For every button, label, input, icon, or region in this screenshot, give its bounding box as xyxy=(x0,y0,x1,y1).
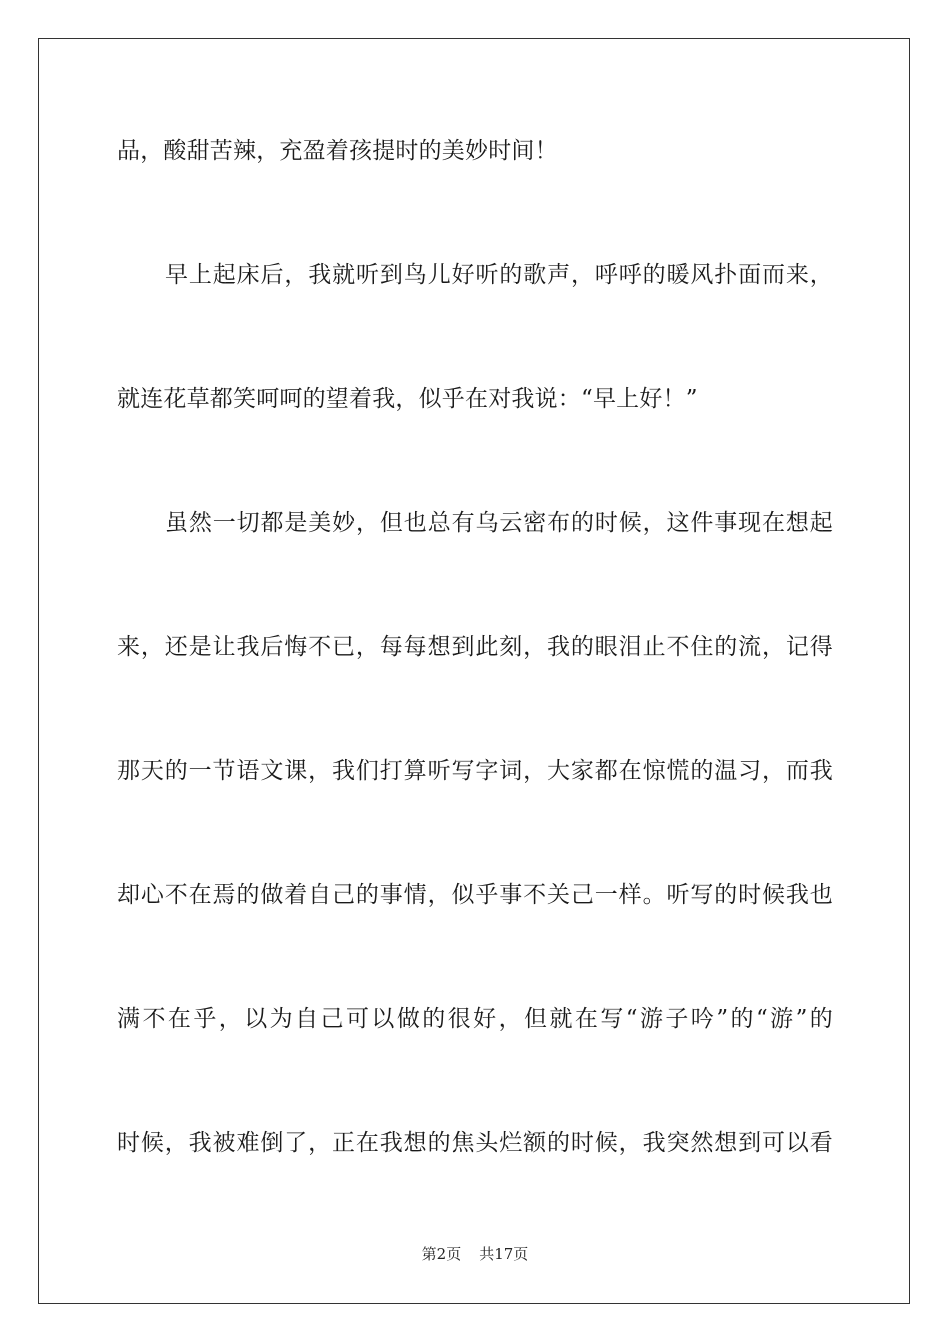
page-footer xyxy=(0,1244,950,1264)
text-line: 却心不在焉的做着自己的事情，似乎事不关己一样。听写的时候我也 xyxy=(117,882,833,908)
paragraph-first-line: 早上起床后，我就听到鸟儿好听的歌声，呼呼的暖风扑面而来， xyxy=(165,262,833,288)
page-border xyxy=(38,38,910,1304)
text-line: 来，还是让我后悔不已，每每想到此刻，我的眼泪止不住的流，记得 xyxy=(117,634,833,660)
page-number: 第2页 xyxy=(421,1245,462,1263)
text-line: 品，酸甜苦辣，充盈着孩提时的美妙时间！ xyxy=(117,138,558,164)
text-line: 时候，我被难倒了，正在我想的焦头烂额的时候，我突然想到可以看 xyxy=(117,1130,833,1156)
page-total: 共17页 xyxy=(479,1245,529,1263)
text-line: 就连花草都笑呵呵的望着我，似乎在对我说：“早上好！” xyxy=(117,386,698,412)
text-line: 那天的一节语文课，我们打算听写字词，大家都在惊慌的温习，而我 xyxy=(117,758,833,784)
paragraph-first-line: 虽然一切都是美妙，但也总有乌云密布的时候，这件事现在想起 xyxy=(165,510,833,536)
text-line: 满不在乎，以为自己可以做的很好，但就在写“游子吟”的“游”的 xyxy=(117,1006,833,1032)
